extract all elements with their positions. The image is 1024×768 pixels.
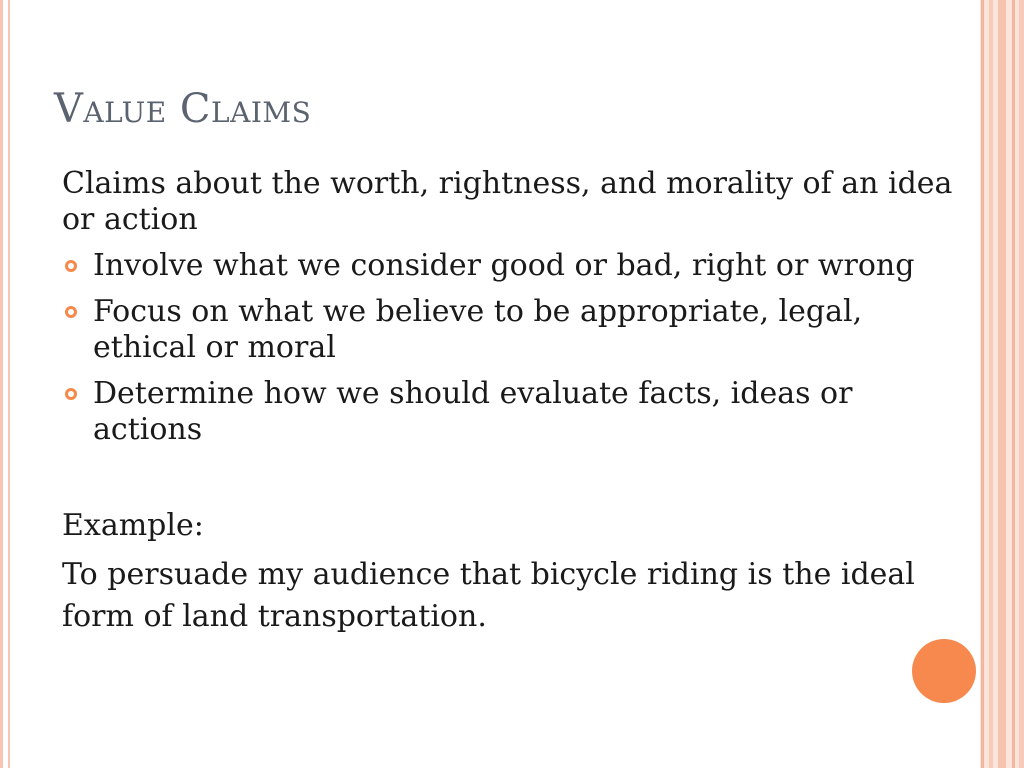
ring-bullet-icon [64, 305, 78, 319]
right-border-stripe [981, 0, 984, 768]
bullet-text: Determine how we should evaluate facts, ideas or actions [93, 376, 853, 447]
slide-title: Value Claims [54, 86, 312, 132]
bullet-item [62, 294, 962, 366]
ring-bullet-icon [64, 387, 78, 401]
bullet-item [62, 376, 962, 448]
orange-circle-icon [912, 639, 976, 703]
right-border-stripe [989, 0, 993, 768]
left-border-stripe-inner [8, 0, 10, 768]
left-border-stripe [0, 0, 3, 768]
right-border-stripe [1019, 0, 1024, 768]
bullet-text: Focus on what we believe to be appropriate, legal, ethical or moral [93, 294, 863, 365]
bullet-item [62, 248, 962, 284]
bullet-text: Involve what we consider good or bad, right or wrong [93, 248, 915, 283]
example-text: To persuade my audience that bicycle riding is the ideal form of land transportation. [62, 557, 915, 634]
slide-body [62, 166, 962, 638]
right-border-stripe [998, 0, 1006, 768]
bullet-list [62, 248, 962, 448]
right-border-stripe [1012, 0, 1015, 768]
ring-bullet-icon [64, 259, 78, 273]
intro-text: Claims about the worth, rightness, and morality of an idea or action [62, 166, 953, 237]
example-label: Example: [62, 508, 204, 543]
